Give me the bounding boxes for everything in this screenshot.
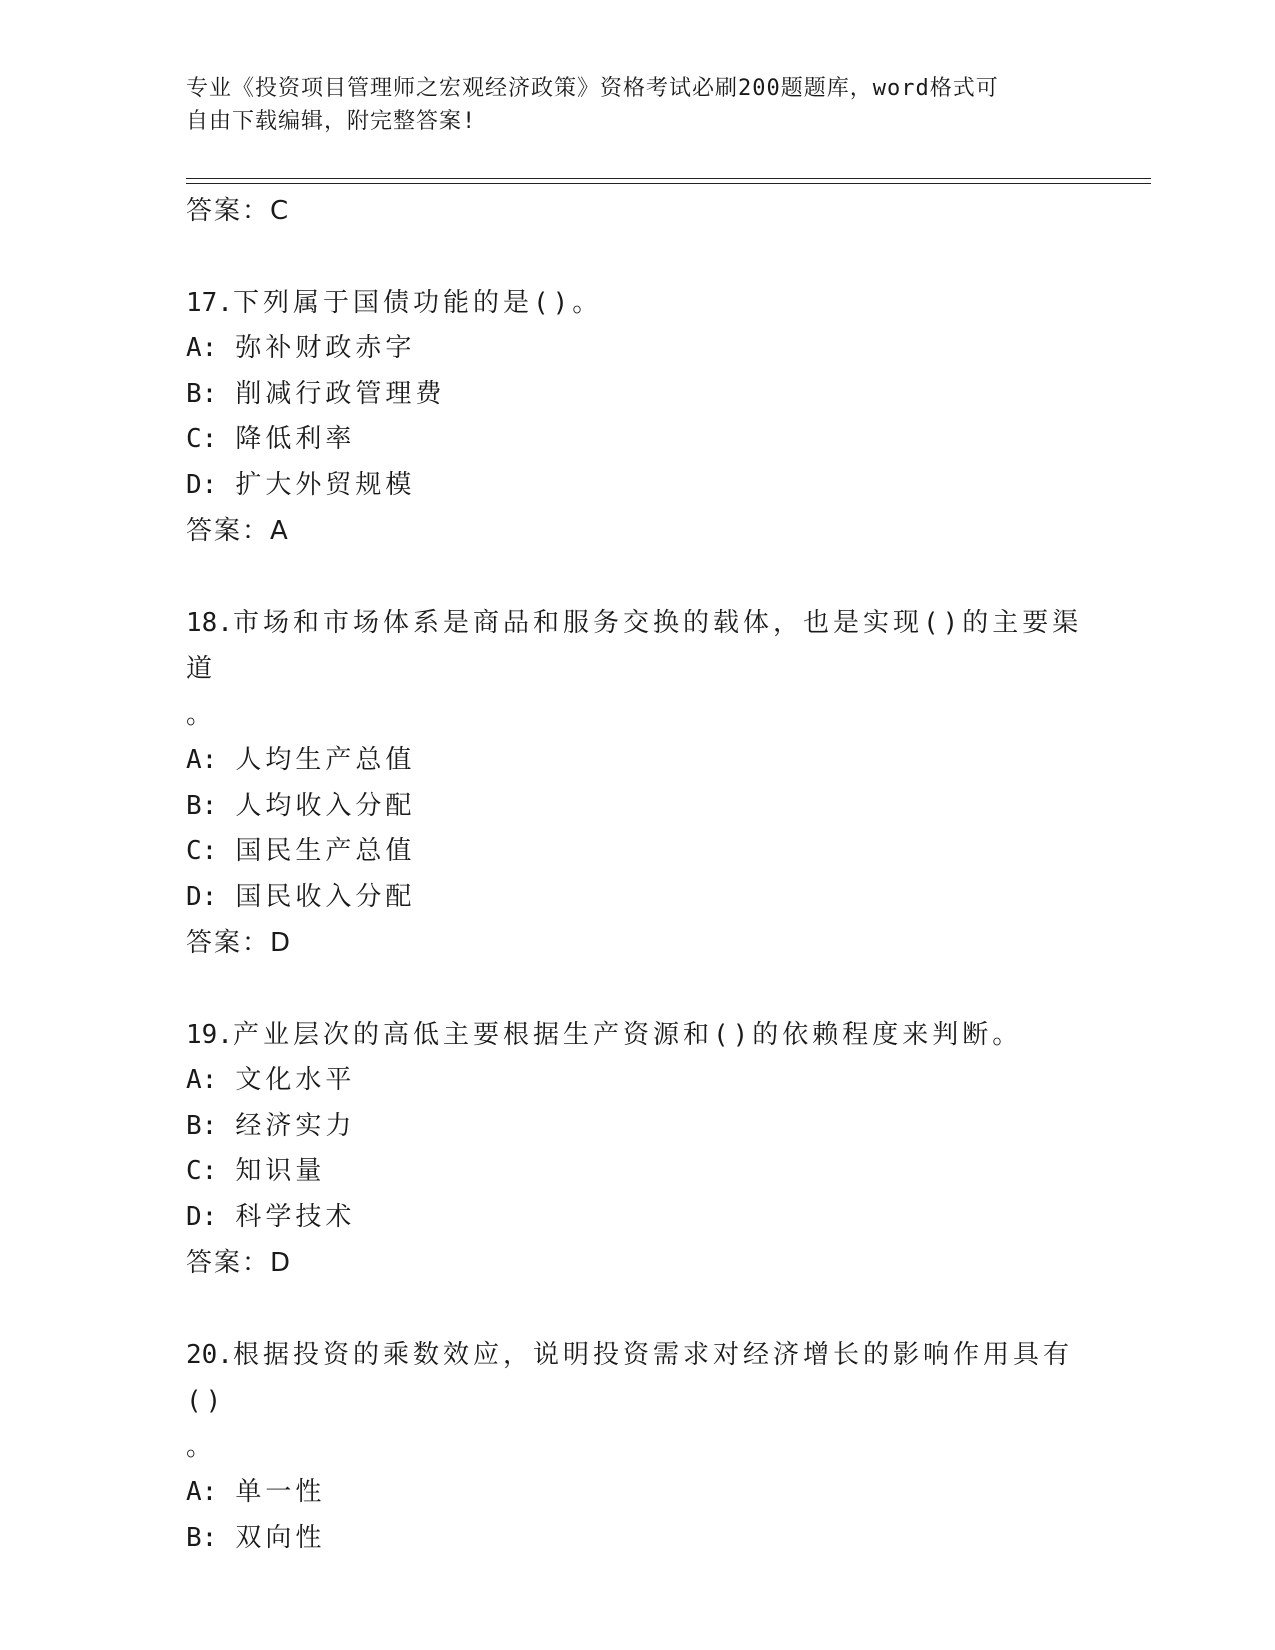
option-text: 双向性	[235, 1522, 326, 1553]
answer-option	[186, 1149, 1086, 1195]
question-block	[186, 600, 1086, 966]
question-number: 18.	[186, 608, 233, 638]
answer-value: A	[270, 516, 290, 546]
answer-label: 答案：	[186, 516, 271, 546]
header-line-1: 专业《投资项目管理师之宏观经济政策》资格考试必刷200题题库，word格式可	[186, 76, 999, 101]
question-number: 20.	[186, 1340, 233, 1370]
option-text: 单一性	[235, 1477, 326, 1507]
option-text: 人均生产总值	[235, 745, 416, 775]
question-stem	[186, 1332, 1086, 1424]
question-text-continuation: 。	[186, 700, 213, 730]
answer-option	[186, 417, 1086, 463]
header-line-2: 自由下载编辑，附完整答案!	[186, 109, 477, 134]
option-letter: A:	[186, 745, 218, 775]
answer-label: 答案：	[186, 196, 271, 226]
option-letter: C:	[186, 1156, 218, 1186]
header-rule-top	[186, 178, 1151, 179]
answer-option	[186, 1516, 1086, 1562]
option-text: 扩大外贸规模	[235, 469, 416, 500]
question-text: 市场和市场体系是商品和服务交换的载体，也是实现()的主要渠道	[186, 608, 1083, 684]
option-text: 文化水平	[235, 1065, 356, 1095]
question-text-continuation: 。	[186, 1432, 213, 1462]
question-list	[186, 188, 1086, 1561]
question-stem	[186, 280, 1086, 326]
question-stem	[186, 1012, 1086, 1058]
answer-option	[186, 875, 1086, 921]
answer-line	[186, 1240, 1086, 1286]
answer-option	[186, 738, 1086, 784]
option-letter: A:	[186, 1477, 218, 1507]
question-text: 根据投资的乘数效应，说明投资需求对经济增长的影响作用具有()	[186, 1340, 1073, 1416]
option-letter: D:	[186, 1201, 218, 1232]
answer-option	[186, 326, 1086, 372]
option-letter: D:	[186, 469, 218, 500]
option-letter: C:	[186, 836, 218, 866]
option-text: 知识量	[235, 1156, 326, 1186]
header-rule-bottom	[186, 183, 1151, 184]
question-block	[186, 1012, 1086, 1286]
option-letter: B:	[186, 1110, 218, 1141]
question-stem	[186, 600, 1086, 692]
answer-option	[186, 463, 1086, 509]
answer-option	[186, 372, 1086, 418]
option-letter: B:	[186, 1522, 218, 1553]
answer-option	[186, 1058, 1086, 1104]
question-number: 19.	[186, 1020, 233, 1050]
option-text: 人均收入分配	[235, 790, 416, 821]
option-letter: B:	[186, 378, 218, 409]
option-text: 经济实力	[235, 1110, 356, 1141]
answer-label: 答案：	[186, 1248, 271, 1278]
option-text: 科学技术	[235, 1201, 356, 1232]
answer-option	[186, 784, 1086, 830]
question-text: 产业层次的高低主要根据生产资源和()的依赖程度来判断。	[232, 1020, 1023, 1050]
answer-option	[186, 1195, 1086, 1241]
question-number: 17.	[186, 288, 233, 318]
option-text: 弥补财政赤字	[235, 333, 416, 363]
answer-option	[186, 1470, 1086, 1516]
question-text: 下列属于国债功能的是()。	[232, 288, 603, 318]
answer-option	[186, 1104, 1086, 1150]
option-letter: D:	[186, 881, 218, 912]
answer-label: 答案：	[186, 928, 271, 958]
previous-answer	[186, 188, 1086, 234]
answer-line	[186, 508, 1086, 554]
option-text: 国民生产总值	[235, 836, 416, 866]
option-letter: C:	[186, 424, 218, 454]
answer-value: C	[270, 196, 291, 226]
answer-option	[186, 829, 1086, 875]
option-letter: A:	[186, 333, 218, 363]
answer-line	[186, 920, 1086, 966]
answer-value: D	[270, 1248, 293, 1278]
option-text: 削减行政管理费	[235, 378, 446, 409]
option-letter: B:	[186, 790, 218, 821]
answer-value: D	[270, 928, 293, 958]
option-letter: A:	[186, 1065, 218, 1095]
option-text: 国民收入分配	[235, 881, 416, 912]
question-block	[186, 280, 1086, 554]
option-text: 降低利率	[235, 424, 356, 454]
document-header	[186, 72, 1066, 138]
question-block	[186, 1332, 1086, 1561]
